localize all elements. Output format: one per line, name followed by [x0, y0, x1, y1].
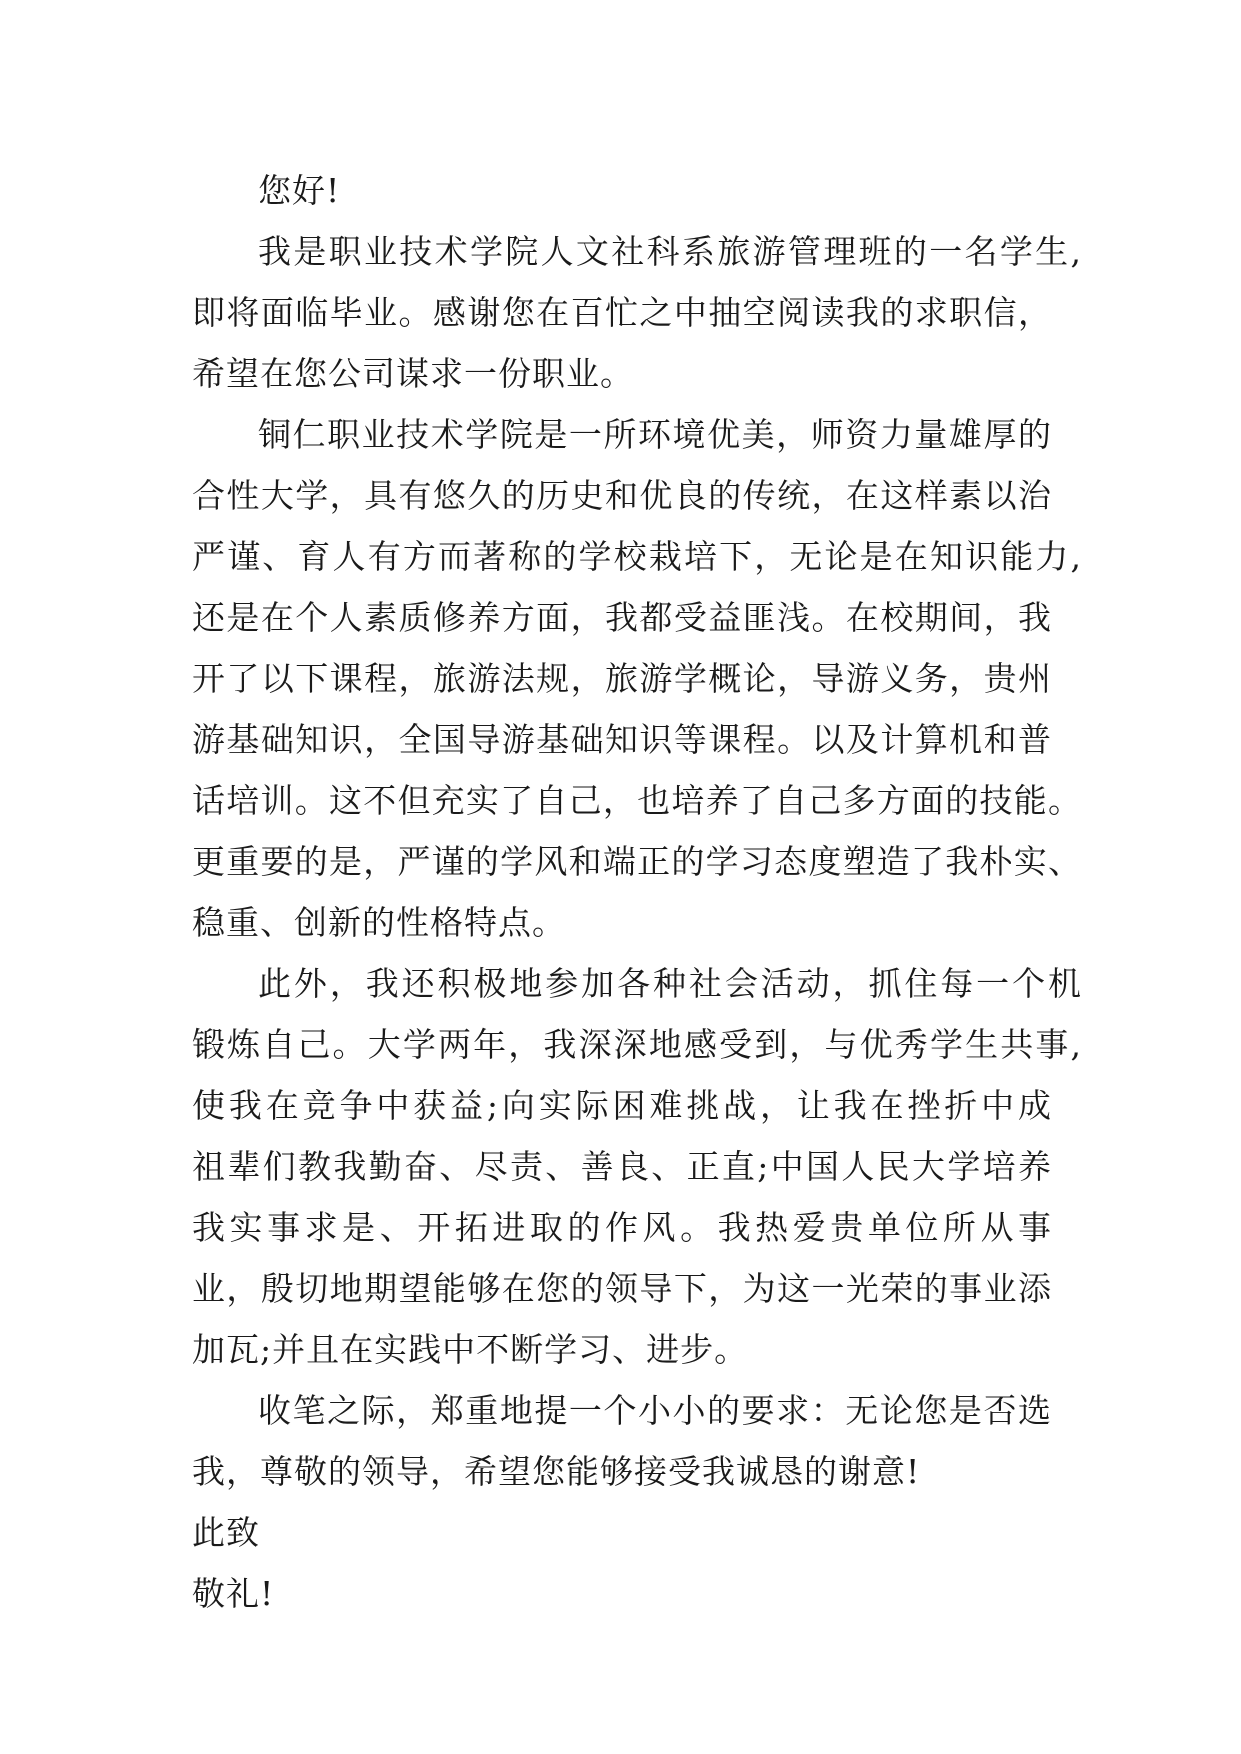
paragraph-line: 合性大学，具有悠久的历史和优良的传统，在这样素以治 — [192, 476, 1052, 515]
paragraph-line: 加瓦;并且在实践中不断学习、进步。 — [192, 1330, 749, 1369]
paragraph-line: 我是职业技术学院人文社科系旅游管理班的一名学生, — [258, 232, 1082, 271]
paragraph-line: 此外，我还积极地参加各种社会活动，抓住每一个机 — [258, 964, 1082, 1003]
paragraph-line: 更重要的是，严谨的学风和端正的学习态度塑造了我朴实、 — [192, 842, 1082, 881]
paragraph-line: 我，尊敬的领导，希望您能够接受我诚恳的谢意! — [192, 1452, 921, 1491]
closing-regards: 敬礼! — [192, 1574, 275, 1613]
paragraph-line: 收笔之际，郑重地提一个小小的要求：无论您是否选 — [258, 1391, 1052, 1430]
closing-salutation: 此致 — [192, 1513, 260, 1552]
paragraph-line: 稳重、创新的性格特点。 — [192, 903, 566, 942]
paragraph-line: 还是在个人素质修养方面，我都受益匪浅。在校期间，我 — [192, 598, 1052, 637]
paragraph-line: 开了以下课程，旅游法规，旅游学概论，导游义务，贵州 — [192, 659, 1052, 698]
paragraph-line: 业，殷切地期望能够在您的领导下，为这一光荣的事业添 — [192, 1269, 1052, 1308]
paragraph-introduction — [192, 221, 1082, 404]
paragraph-line: 话培训。这不但充实了自己，也培养了自己多方面的技能。 — [192, 781, 1082, 820]
paragraph-activities — [192, 953, 1082, 1380]
greeting: 您好! — [258, 171, 341, 210]
paragraph-line: 祖辈们教我勤奋、尽责、善良、正直;中国人民大学培养 — [192, 1147, 1052, 1186]
paragraph-line: 使我在竞争中获益;向实际困难挑战，让我在挫折中成 — [192, 1086, 1052, 1125]
paragraph-line: 我实事求是、开拓进取的作风。我热爱贵单位所从事 — [192, 1208, 1052, 1247]
paragraph-line: 严谨、育人有方而著称的学校栽培下，无论是在知识能力, — [192, 537, 1082, 576]
paragraph-closing-request — [192, 1380, 1082, 1502]
paragraph-line: 铜仁职业技术学院是一所环境优美，师资力量雄厚的 — [258, 415, 1052, 454]
cover-letter-body — [192, 160, 1082, 1624]
paragraph-school — [192, 404, 1082, 953]
paragraph-line: 希望在您公司谋求一份职业。 — [192, 354, 634, 393]
paragraph-line: 锻炼自己。大学两年，我深深地感受到，与优秀学生共事, — [192, 1025, 1082, 1064]
paragraph-line: 即将面临毕业。感谢您在百忙之中抽空阅读我的求职信， — [192, 293, 1052, 332]
paragraph-line: 游基础知识，全国导游基础知识等课程。以及计算机和普 — [192, 720, 1052, 759]
